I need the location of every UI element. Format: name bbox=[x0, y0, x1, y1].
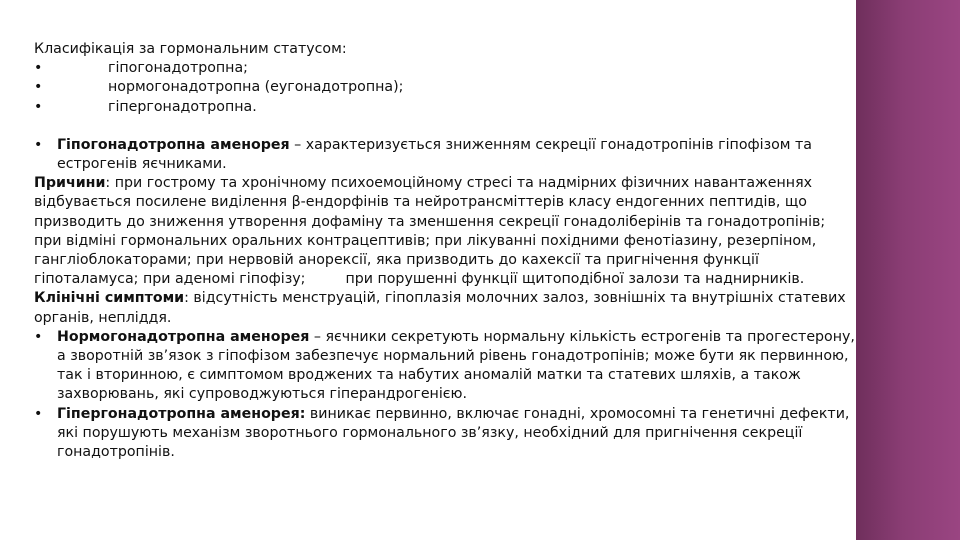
causes-label: Причини bbox=[34, 175, 106, 192]
bullet-icon: • bbox=[34, 79, 43, 96]
causes-text: : при гострому та хронічному психоемоційному стресі та надмірних фізичних навантаженнях bbox=[105, 175, 813, 192]
normo-term: Нормогонадотропна аменорея bbox=[57, 328, 310, 345]
normo-text-cont: захворювань, які супроводжуються гіперандрогенією. bbox=[57, 386, 468, 403]
causes-line: гангліоблокаторами; при нервовій анорексії, яка призводить до кахексії та пригнічення функції bbox=[34, 252, 759, 269]
bullet-icon: • bbox=[34, 328, 43, 345]
hyper-paragraph bbox=[34, 405, 934, 424]
normo-paragraph bbox=[34, 328, 934, 347]
clinical-paragraph bbox=[34, 289, 934, 308]
causes-line: при відміні гормональних оральних контрацептивів; при лікуванні похідними фенотіазину, резерпіном, bbox=[34, 232, 817, 249]
hyper-term: Гіпергонадотропна аменорея: bbox=[57, 405, 306, 422]
hypo-paragraph bbox=[34, 136, 934, 155]
bullet-icon: • bbox=[34, 405, 43, 422]
clinical-text: : відсутність менструацій, гіпоплазія молочних залоз, зовнішніх та внутрішніх статевих bbox=[184, 290, 846, 307]
hyper-text: виникає первинно, включає гонадні, хромосомні та генетичні дефекти, bbox=[305, 405, 850, 422]
hypo-term: Гіпогонадотропна аменорея bbox=[57, 136, 290, 153]
list-item bbox=[34, 78, 934, 97]
causes-line: відбувається посилене виділення β-ендорфінів та нейротрансміттерів класу ендогенних пептидів, що bbox=[34, 194, 807, 211]
bullet-icon: • bbox=[34, 136, 43, 153]
list-item-text: нормогонадотропна (еугонадотропна); bbox=[108, 79, 404, 96]
bullet-icon: • bbox=[34, 60, 43, 77]
causes-line-part: гіпоталамуса; при аденомі гіпофізу; bbox=[34, 271, 306, 288]
normo-text: – яєчники секретують нормальну кількість естрогенів та прогестерону, bbox=[309, 328, 855, 345]
hyper-text-cont: гонадотропінів. bbox=[57, 444, 175, 461]
classification-heading: Класифікація за гормональним статусом: bbox=[34, 41, 347, 57]
list-item-text: гіпергонадотропна. bbox=[108, 98, 257, 115]
causes-paragraph bbox=[34, 174, 934, 193]
slide-text bbox=[34, 40, 934, 462]
causes-line-part: при порушенні функції щитоподібної залози та наднирників. bbox=[345, 271, 805, 288]
normo-text-cont: а зворотній зв’язок з гіпофізом забезпечує нормальний рівень гонадотропінів; може бути як первинною, bbox=[57, 348, 849, 365]
causes-line: призводить до зниження утворення дофаміну та зменшення секреції гонадоліберінів та гонадотропінів; bbox=[34, 213, 826, 230]
hyper-text-cont: які порушують механізм зворотнього гормонального зв’язку, необхідний для пригнічення секреції bbox=[57, 424, 803, 441]
causes-line bbox=[34, 270, 934, 289]
list-item bbox=[34, 98, 934, 117]
bullet-icon: • bbox=[34, 98, 43, 115]
hypo-text: – характеризується зниженням секреції гонадотропінів гіпофізом та bbox=[289, 136, 812, 153]
clinical-text-cont: органів, непліддя. bbox=[34, 309, 172, 326]
list-item bbox=[34, 59, 934, 78]
list-item-text: гіпогонадотропна; bbox=[108, 60, 248, 77]
normo-text-cont: так і вторинною, є симптомом вроджених та набутих аномалій матки та статевих шляхів, а також bbox=[57, 367, 801, 384]
clinical-label: Клінічні симптоми bbox=[34, 290, 185, 307]
hypo-text-cont: естрогенів яєчниками. bbox=[57, 156, 227, 173]
